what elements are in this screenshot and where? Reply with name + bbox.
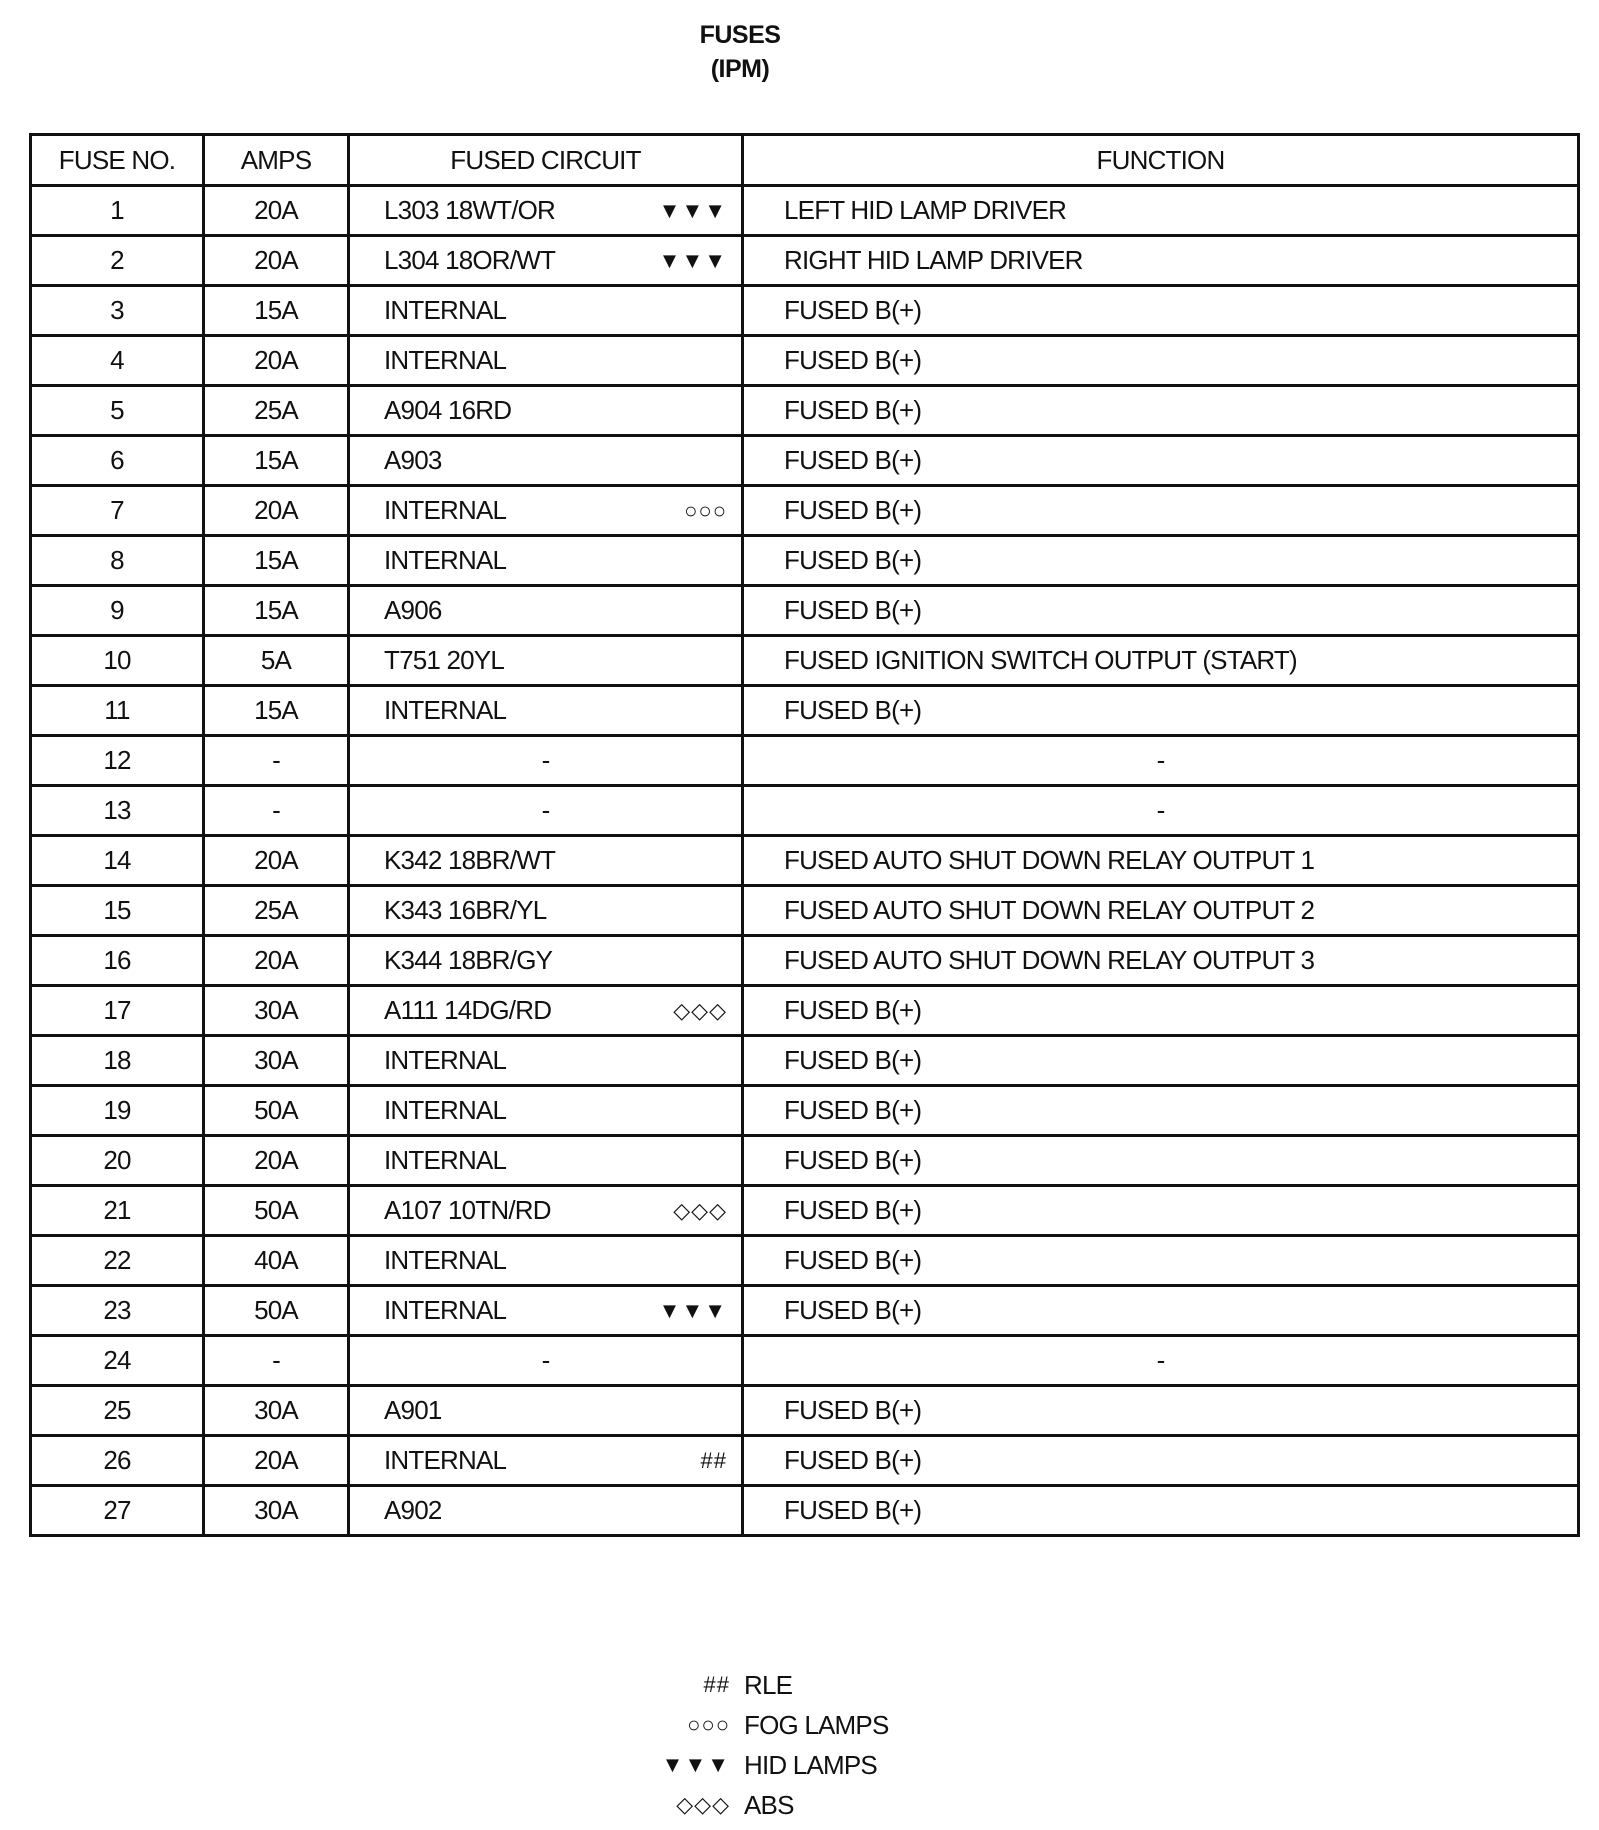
cell-function: FUSED B(+) xyxy=(743,1136,1579,1186)
cell-fused-circuit xyxy=(349,986,743,1036)
cell-amps: 30A xyxy=(204,986,349,1036)
legend-symbol-icon: ○○○ xyxy=(687,1712,730,1737)
cell-fuse-no: 13 xyxy=(31,786,204,836)
table-row xyxy=(31,1186,1579,1236)
cell-function: FUSED B(+) xyxy=(743,1286,1579,1336)
cell-amps: 25A xyxy=(204,386,349,436)
cell-fuse-no: 4 xyxy=(31,336,204,386)
table-row xyxy=(31,1086,1579,1136)
cell-fuse-no: 21 xyxy=(31,1186,204,1236)
circuit-text: K343 16BR/YL xyxy=(384,895,547,925)
circuit-text: INTERNAL xyxy=(384,545,507,575)
cell-amps: 15A xyxy=(204,286,349,336)
cell-fused-circuit xyxy=(349,1436,743,1486)
cell-amps: 20A xyxy=(204,486,349,536)
table-row xyxy=(31,786,1579,836)
legend-item xyxy=(640,1785,940,1825)
table-row xyxy=(31,536,1579,586)
cell-fused-circuit xyxy=(349,1486,743,1536)
circuit-text: A107 10TN/RD xyxy=(384,1195,551,1225)
circuit-text: K342 18BR/WT xyxy=(384,845,556,875)
cell-fuse-no: 26 xyxy=(31,1436,204,1486)
cell-amps: 25A xyxy=(204,886,349,936)
cell-fused-circuit xyxy=(349,686,743,736)
table-row xyxy=(31,1236,1579,1286)
cell-amps: 20A xyxy=(204,336,349,386)
fuse-table xyxy=(29,133,1580,1537)
cell-function: FUSED B(+) xyxy=(743,286,1579,336)
cell-fuse-no: 24 xyxy=(31,1336,204,1386)
circuit-text: A111 14DG/RD xyxy=(384,995,552,1025)
table-row xyxy=(31,886,1579,936)
cell-fused-circuit xyxy=(349,1186,743,1236)
header-fused-circuit: FUSED CIRCUIT xyxy=(349,135,743,186)
cell-amps: 50A xyxy=(204,1086,349,1136)
cell-function: FUSED B(+) xyxy=(743,336,1579,386)
cell-fused-circuit xyxy=(349,1336,743,1386)
cell-fuse-no: 19 xyxy=(31,1086,204,1136)
circuit-text: INTERNAL xyxy=(384,1045,507,1075)
circuit-text: - xyxy=(541,1345,550,1375)
circuit-text: A902 xyxy=(384,1495,442,1525)
cell-amps: 15A xyxy=(204,686,349,736)
circuit-marker-icon: ◇◇◇ xyxy=(673,997,727,1023)
table-row xyxy=(31,736,1579,786)
cell-fused-circuit xyxy=(349,386,743,436)
cell-amps: 20A xyxy=(204,236,349,286)
cell-function: FUSED B(+) xyxy=(743,1186,1579,1236)
table-row xyxy=(31,186,1579,236)
table-row xyxy=(31,936,1579,986)
cell-fused-circuit xyxy=(349,786,743,836)
table-row xyxy=(31,1286,1579,1336)
circuit-text: A904 16RD xyxy=(384,395,512,425)
table-row xyxy=(31,1136,1579,1186)
cell-function: - xyxy=(743,1336,1579,1386)
cell-fused-circuit xyxy=(349,886,743,936)
cell-fused-circuit xyxy=(349,1036,743,1086)
circuit-text: INTERNAL xyxy=(384,1145,507,1175)
legend-item xyxy=(640,1665,940,1705)
cell-fuse-no: 11 xyxy=(31,686,204,736)
cell-amps: 20A xyxy=(204,836,349,886)
cell-function: FUSED B(+) xyxy=(743,686,1579,736)
cell-function: FUSED B(+) xyxy=(743,386,1579,436)
table-row xyxy=(31,436,1579,486)
cell-fused-circuit xyxy=(349,1086,743,1136)
cell-fuse-no: 18 xyxy=(31,1036,204,1086)
cell-fused-circuit xyxy=(349,936,743,986)
circuit-marker-icon: ## xyxy=(700,1447,727,1473)
circuit-marker-icon: ◇◇◇ xyxy=(673,1197,727,1223)
cell-fused-circuit xyxy=(349,486,743,536)
table-row xyxy=(31,986,1579,1036)
cell-fused-circuit xyxy=(349,336,743,386)
cell-function: FUSED B(+) xyxy=(743,986,1579,1036)
table-row xyxy=(31,236,1579,286)
cell-amps: 30A xyxy=(204,1386,349,1436)
circuit-text: L304 18OR/WT xyxy=(384,245,556,275)
table-row xyxy=(31,1486,1579,1536)
cell-function: FUSED B(+) xyxy=(743,536,1579,586)
cell-fused-circuit xyxy=(349,1236,743,1286)
cell-fuse-no: 14 xyxy=(31,836,204,886)
cell-fused-circuit xyxy=(349,636,743,686)
cell-fused-circuit xyxy=(349,736,743,786)
table-row xyxy=(31,386,1579,436)
cell-function: FUSED B(+) xyxy=(743,1386,1579,1436)
cell-function: FUSED AUTO SHUT DOWN RELAY OUTPUT 1 xyxy=(743,836,1579,886)
header-function: FUNCTION xyxy=(743,135,1579,186)
header-amps: AMPS xyxy=(204,135,349,186)
circuit-marker-icon: ○○○ xyxy=(684,497,727,523)
table-row xyxy=(31,1336,1579,1386)
table-row xyxy=(31,286,1579,336)
cell-fuse-no: 20 xyxy=(31,1136,204,1186)
cell-function: FUSED B(+) xyxy=(743,1486,1579,1536)
cell-function: FUSED B(+) xyxy=(743,1086,1579,1136)
cell-fuse-no: 25 xyxy=(31,1386,204,1436)
cell-amps: 30A xyxy=(204,1486,349,1536)
cell-fused-circuit xyxy=(349,1386,743,1436)
cell-amps: 50A xyxy=(204,1186,349,1236)
cell-function: FUSED B(+) xyxy=(743,436,1579,486)
cell-fuse-no: 10 xyxy=(31,636,204,686)
cell-amps: 30A xyxy=(204,1036,349,1086)
legend-symbol-icon: ◇◇◇ xyxy=(676,1792,730,1817)
legend-item xyxy=(640,1705,940,1745)
cell-function: FUSED IGNITION SWITCH OUTPUT (START) xyxy=(743,636,1579,686)
cell-function: FUSED B(+) xyxy=(743,486,1579,536)
legend-label: HID LAMPS xyxy=(744,1749,877,1780)
legend-label: FOG LAMPS xyxy=(744,1709,889,1740)
circuit-text: INTERNAL xyxy=(384,495,507,525)
table-row xyxy=(31,636,1579,686)
circuit-text: INTERNAL xyxy=(384,295,507,325)
cell-fuse-no: 6 xyxy=(31,436,204,486)
circuit-text: - xyxy=(541,745,550,775)
cell-amps: 20A xyxy=(204,936,349,986)
cell-function: LEFT HID LAMP DRIVER xyxy=(743,186,1579,236)
cell-amps: 5A xyxy=(204,636,349,686)
cell-fused-circuit xyxy=(349,536,743,586)
cell-function: FUSED B(+) xyxy=(743,1436,1579,1486)
cell-amps: - xyxy=(204,786,349,836)
table-row xyxy=(31,686,1579,736)
cell-fuse-no: 23 xyxy=(31,1286,204,1336)
title-line-1: FUSES xyxy=(699,21,781,49)
cell-amps: 15A xyxy=(204,586,349,636)
cell-fuse-no: 22 xyxy=(31,1236,204,1286)
legend-label: ABS xyxy=(744,1789,794,1820)
cell-fuse-no: 27 xyxy=(31,1486,204,1536)
table-header-row xyxy=(31,135,1579,186)
cell-fused-circuit xyxy=(349,186,743,236)
cell-fused-circuit xyxy=(349,836,743,886)
cell-function: - xyxy=(743,736,1579,786)
table-row xyxy=(31,586,1579,636)
circuit-marker-icon: ▼▼▼ xyxy=(658,1297,727,1323)
title-line-2: (IPM) xyxy=(710,55,770,83)
circuit-text: L303 18WT/OR xyxy=(384,195,556,225)
cell-fused-circuit xyxy=(349,1136,743,1186)
cell-fused-circuit xyxy=(349,236,743,286)
circuit-marker-icon: ▼▼▼ xyxy=(658,197,727,223)
table-row xyxy=(31,1036,1579,1086)
cell-fused-circuit xyxy=(349,1286,743,1336)
cell-amps: 15A xyxy=(204,536,349,586)
circuit-text: INTERNAL xyxy=(384,1245,507,1275)
cell-amps: 40A xyxy=(204,1236,349,1286)
circuit-text: INTERNAL xyxy=(384,1295,507,1325)
circuit-marker-icon: ▼▼▼ xyxy=(658,247,727,273)
circuit-text: A906 xyxy=(384,595,442,625)
cell-function: FUSED AUTO SHUT DOWN RELAY OUTPUT 3 xyxy=(743,936,1579,986)
cell-fuse-no: 15 xyxy=(31,886,204,936)
cell-function: - xyxy=(743,786,1579,836)
circuit-text: INTERNAL xyxy=(384,1445,507,1475)
cell-fused-circuit xyxy=(349,286,743,336)
cell-amps: 20A xyxy=(204,1136,349,1186)
header-fuse-no: FUSE NO. xyxy=(31,135,204,186)
cell-fuse-no: 9 xyxy=(31,586,204,636)
table-row xyxy=(31,1386,1579,1436)
legend-item xyxy=(640,1745,940,1785)
circuit-text: - xyxy=(541,795,550,825)
page-title xyxy=(0,18,1480,86)
legend-label: RLE xyxy=(744,1669,793,1700)
cell-fused-circuit xyxy=(349,436,743,486)
cell-amps: 20A xyxy=(204,186,349,236)
cell-fuse-no: 16 xyxy=(31,936,204,986)
cell-fuse-no: 8 xyxy=(31,536,204,586)
table-row xyxy=(31,336,1579,386)
cell-amps: - xyxy=(204,1336,349,1386)
cell-fuse-no: 2 xyxy=(31,236,204,286)
cell-function: FUSED B(+) xyxy=(743,1236,1579,1286)
cell-fuse-no: 3 xyxy=(31,286,204,336)
cell-function: FUSED AUTO SHUT DOWN RELAY OUTPUT 2 xyxy=(743,886,1579,936)
legend xyxy=(640,1665,940,1825)
table-row xyxy=(31,836,1579,886)
cell-amps: 20A xyxy=(204,1436,349,1486)
circuit-text: INTERNAL xyxy=(384,345,507,375)
circuit-text: T751 20YL xyxy=(384,645,505,675)
cell-fuse-no: 5 xyxy=(31,386,204,436)
cell-amps: 15A xyxy=(204,436,349,486)
circuit-text: INTERNAL xyxy=(384,695,507,725)
cell-function: FUSED B(+) xyxy=(743,586,1579,636)
cell-function: RIGHT HID LAMP DRIVER xyxy=(743,236,1579,286)
table-body xyxy=(31,186,1579,1536)
circuit-text: A901 xyxy=(384,1395,442,1425)
legend-symbol-icon: ## xyxy=(703,1672,730,1697)
circuit-text: A903 xyxy=(384,445,442,475)
cell-function: FUSED B(+) xyxy=(743,1036,1579,1086)
legend-symbol-icon: ▼▼▼ xyxy=(661,1752,730,1777)
circuit-text: K344 18BR/GY xyxy=(384,945,553,975)
table-row xyxy=(31,486,1579,536)
cell-fuse-no: 17 xyxy=(31,986,204,1036)
cell-fuse-no: 1 xyxy=(31,186,204,236)
cell-fused-circuit xyxy=(349,586,743,636)
cell-amps: 50A xyxy=(204,1286,349,1336)
cell-amps: - xyxy=(204,736,349,786)
circuit-text: INTERNAL xyxy=(384,1095,507,1125)
table-row xyxy=(31,1436,1579,1486)
cell-fuse-no: 7 xyxy=(31,486,204,536)
cell-fuse-no: 12 xyxy=(31,736,204,786)
